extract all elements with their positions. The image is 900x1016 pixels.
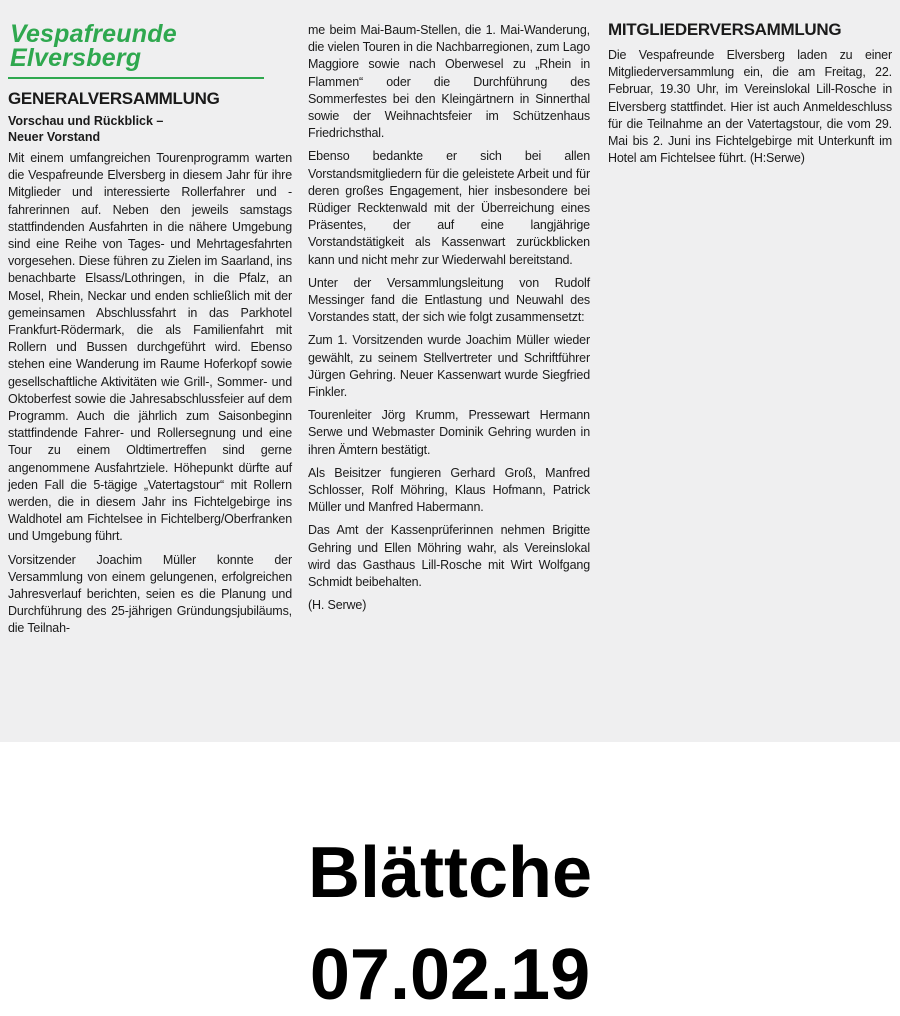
article-paragraph: Vorsitzender Joachim Müller konnte der Versammlung von einem gelungenen, erfolgreichen Jahresverlauf berichten, seien es die Planung und Durchführung des 25-jährigen Gründungsjubiläums, die Teilnah-: [8, 552, 292, 636]
article-paragraph: Ebenso bedankte er sich bei allen Vorstandsmitgliedern für die geleistete Arbeit und für deren großes Engagement, hier insbesondere bei Rüdiger Recktenwald mit der Überreichung eines Präsentes, der auf eine langjährige Vorstandstätigkeit als Kassenwart zurückblicken kann und nicht mehr zur Wiederwahl bereitstand.: [308, 149, 590, 267]
article-paragraph: me beim Mai-Baum-Stellen, die 1. Mai-Wanderung, die vielen Touren in die Nachbarregionen, zum Lago Maggiore sowie nach Oberwesel zu „Rhein in Flammen“ oder die Durchführung des Sommerfestes bei den Kleingärtnern in Sinnerthal sowie der Weihnachtsfeier im Schützenhaus Friedrichsthal.: [308, 23, 590, 141]
article-2-body: [608, 47, 892, 173]
article-byline: (H. Serwe): [308, 598, 367, 613]
subheading-line-1: Vorschau und Rückblick –: [8, 114, 164, 128]
article-paragraph: Als Beisitzer fungieren Gerhard Groß, Manfred Schlosser, Rolf Möhring, Klaus Hofmann, Patrick Müller und Manfred Habermann.: [308, 465, 590, 515]
article-paragraph: Zum 1. Vorsitzenden wurde Joachim Müller wieder gewählt, zu seinem Stellvertreter und Schriftführer Jürgen Gehring. Neuer Kassenwart wurde Siegfried Finkler.: [308, 333, 590, 400]
publication-name: Blättche: [307, 833, 593, 913]
club-title-line-1: Vespafreunde: [10, 20, 177, 48]
article-heading: GENERALVERSAMMLUNG: [8, 89, 220, 108]
article-paragraph: Unter der Versammlungsleitung von Rudolf Messinger fand die Entlastung und Neuwahl des Vorstandes statt, der sich wie folgt zusammensetzt:: [308, 275, 590, 325]
article-column-2: [308, 22, 590, 621]
article-2-heading: MITGLIEDERVERSAMMLUNG: [608, 20, 842, 39]
publication-date: 07.02.19: [309, 935, 591, 1015]
club-title-line-2: Elversberg: [10, 44, 142, 72]
article-paragraph: Die Vespafreunde Elversberg laden zu einer Mitgliederversammlung ein, die am Freitag, 22. Februar, 19.30 Uhr, im Vereinslokal Lill-Rosche in Elversberg stattfindet. Hier ist auch Anmeldeschluss für die Teilnahme an der Vatertagstour, die vom 29. Mai bis 2. Juni ins Fichtelgebirge mit Unterkunft im Hotel am Fichtelsee führt. (H:Serwe): [608, 48, 892, 166]
article-paragraph: Mit einem umfangreichen Tourenprogramm warten die Vespafreunde Elversberg in diesem Jahr für ihre Mitglieder und interessierte Rollerfahrer und -fahrerinnen auf. Neben den jeweils samstags stattfindenden Ausfahrten in die nähere Umgebung sind eine Reihe von Tages- und Mehrtagesfahrten vorgesehen. Diese führen zu Zielen im Saarland, ins benachbarte Elsass/Lothringen, in die Pfalz, an Mosel, Rhein, Neckar und enden schließlich mit der gemeinsamen Abschlussfahrt in das Parkhotel Frankfurt-Rödermark, die als Familienfahrt mit Rollern und Bussen durchgeführt wird. Ebenso stehen eine Wanderung im Raume Hoferkopf sowie gesellschaftliche Aktivitäten wie Grill-, Sommer- und Oktoberfest sowie die Jahresabschlussfeier auf dem Programm. Auch die jährlich zum Saisonbeginn stattfindende Fahrer- und Rollersegnung und eine Tour zu einem Oldtimertreffen sind gerne angenommene Ausfahrtziele. Höhepunkt dürfte auf jeden Fall die 5-tägige „Vatertagstour“ mit Rollern werden, die in diesem Jahr ins Fichtelgebirge ins Waldhotel am Fichtelsee in Fichtelberg/Oberfranken und Umgebung führt.: [8, 151, 292, 544]
article-column-1: [8, 150, 292, 644]
article-paragraph: Das Amt der Kassenprüferinnen nehmen Brigitte Gehring und Ellen Möhring wahr, als Vereinslokal wird das Gasthaus Lill-Rosche mit Wirt Wolfgang Schmidt beibehalten.: [308, 523, 590, 590]
article-subheading: [8, 113, 288, 145]
club-title: [10, 22, 265, 70]
subheading-line-2: Neuer Vorstand: [8, 130, 101, 144]
article-paragraph: Tourenleiter Jörg Krumm, Pressewart Hermann Serwe und Webmaster Dominik Gehring wurden in ihren Ämtern bestätigt.: [308, 408, 590, 457]
title-rule: [8, 77, 264, 79]
